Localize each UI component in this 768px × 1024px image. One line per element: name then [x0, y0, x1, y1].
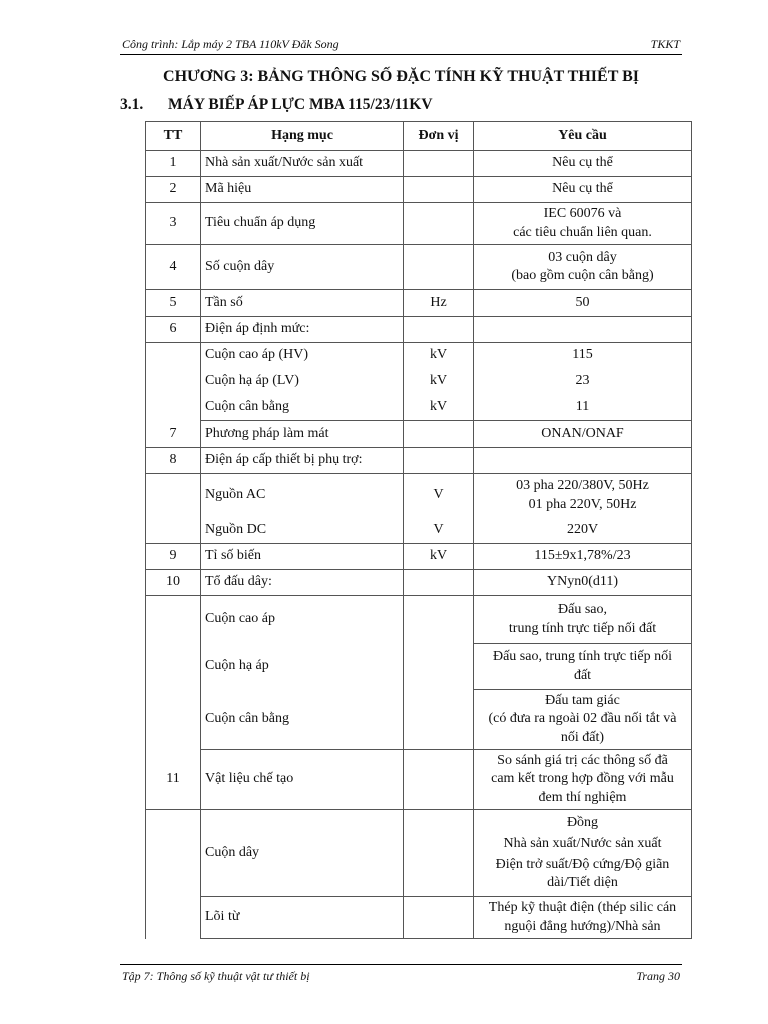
row-tt: 5 — [146, 290, 201, 317]
row-unit — [404, 245, 474, 290]
row-unit — [404, 897, 474, 939]
row-item: Nguồn AC — [201, 474, 404, 518]
row-req — [474, 474, 692, 518]
chapter-title: CHƯƠNG 3: BẢNG THÔNG SỐ ĐẶC TÍNH KỸ THUẬT THIẾT BỊ — [163, 68, 639, 85]
row-item: Tổ đấu dây: — [201, 570, 404, 596]
section-title: MÁY BIẾP ÁP LỰC MBA 115/23/11KV — [168, 96, 433, 113]
row-unit: kV — [404, 544, 474, 570]
req-line: (có đưa ra ngoài 02 đầu nối tắt và — [488, 711, 677, 727]
header-item: Hạng mục — [201, 122, 404, 151]
req-line: Đồng — [566, 814, 599, 830]
row-unit: kV — [404, 369, 474, 395]
table-row — [146, 290, 692, 317]
row-item: Cuộn dây — [201, 810, 404, 897]
row-unit: kV — [404, 343, 474, 369]
row-item: Cuộn cao áp — [201, 596, 404, 644]
row-req — [474, 897, 692, 939]
row-item: Mã hiệu — [201, 177, 404, 203]
table-row — [146, 151, 692, 177]
table-row — [146, 177, 692, 203]
row-req — [474, 245, 692, 290]
row-item: Phương pháp làm mát — [201, 421, 404, 448]
row-req: 220V — [474, 518, 692, 544]
row-unit: Hz — [404, 290, 474, 317]
row-unit — [404, 750, 474, 810]
row-item: Vật liệu chế tạo — [201, 750, 404, 810]
row-tt: 6 — [146, 317, 201, 343]
row-unit — [404, 596, 474, 644]
row-req — [474, 448, 692, 474]
req-line: cam kết trong hợp đồng với mẫu — [491, 771, 674, 787]
req-line: đem thí nghiệm — [538, 789, 627, 805]
req-line: So sánh giá trị các thông số đã — [497, 753, 668, 769]
page-number: Trang 30 — [636, 969, 680, 983]
row-unit — [404, 810, 474, 897]
section-heading — [120, 96, 433, 114]
row-req: ONAN/ONAF — [474, 421, 692, 448]
req-line: Điện trở suất/Độ cứng/Độ giãn — [495, 857, 670, 872]
row-tt — [146, 474, 201, 544]
req-line: nối đất) — [560, 729, 605, 745]
header-tt: TT — [146, 122, 201, 151]
spec-table — [145, 121, 692, 939]
row-item: Điện áp cấp thiết bị phụ trợ: — [201, 448, 404, 474]
row-req: 50 — [474, 290, 692, 317]
table-row — [146, 448, 692, 474]
table-header-row — [146, 122, 692, 151]
req-line: Đấu sao, trung tính trực tiếp nối — [492, 649, 673, 665]
row-item: Tỉ số biến — [201, 544, 404, 570]
req-line: đất — [573, 667, 592, 683]
row-req: 23 — [474, 369, 692, 395]
row-req: 11 — [474, 395, 692, 421]
table-row — [146, 203, 692, 245]
row-item: Tiêu chuẩn áp dụng — [201, 203, 404, 245]
project-name: Công trình: Lắp máy 2 TBA 110kV Đăk Song — [122, 37, 339, 51]
row-tt: 4 — [146, 245, 201, 290]
table-row — [146, 690, 692, 750]
table-row — [146, 750, 692, 810]
row-item: Nhà sản xuất/Nước sản xuất — [201, 151, 404, 177]
row-req — [474, 750, 692, 810]
table-row — [146, 369, 692, 395]
row-item: Cuộn hạ áp (LV) — [201, 369, 404, 395]
row-req — [474, 810, 692, 897]
row-unit: kV — [404, 395, 474, 421]
row-item: Cuộn cao áp (HV) — [201, 343, 404, 369]
row-unit — [404, 151, 474, 177]
row-req: Nêu cụ thể — [474, 151, 692, 177]
row-tt: 1 — [146, 151, 201, 177]
row-tt — [146, 343, 201, 421]
row-item: Số cuộn dây — [201, 245, 404, 290]
row-unit — [404, 421, 474, 448]
table-row — [146, 421, 692, 448]
header-unit: Đơn vị — [404, 122, 474, 151]
row-item: Nguồn DC — [201, 518, 404, 544]
req-line: IEC 60076 và — [543, 206, 622, 222]
req-line: 03 cuộn dây — [548, 249, 617, 265]
table-row — [146, 544, 692, 570]
row-req — [474, 690, 692, 750]
row-unit: V — [404, 518, 474, 544]
table-row — [146, 317, 692, 343]
row-tt: 10 — [146, 570, 201, 596]
table-row — [146, 245, 692, 290]
row-item: Cuộn cân bằng — [201, 690, 404, 750]
req-line: dài/Tiết diện — [547, 875, 618, 891]
row-req: 115 — [474, 343, 692, 369]
row-unit — [404, 177, 474, 203]
req-line: Nhà sản xuất/Nước sản xuất — [503, 835, 662, 851]
row-unit — [404, 203, 474, 245]
row-item: Tần số — [201, 290, 404, 317]
req-line: Thép kỹ thuật điện (thép silic cán — [488, 900, 677, 916]
row-req — [474, 317, 692, 343]
row-item: Điện áp định mức: — [201, 317, 404, 343]
row-item: Cuộn cân bằng — [201, 395, 404, 421]
row-tt: 9 — [146, 544, 201, 570]
row-tt: 2 — [146, 177, 201, 203]
row-req — [474, 596, 692, 644]
req-line: Đấu tam giác — [545, 693, 620, 709]
row-item: Cuộn hạ áp — [201, 644, 404, 690]
row-unit — [404, 690, 474, 750]
row-req: 115±9x1,78%/23 — [474, 544, 692, 570]
req-line: trung tính trực tiếp nối đất — [508, 620, 657, 636]
row-unit — [404, 448, 474, 474]
table-row — [146, 810, 692, 897]
table-row — [146, 897, 692, 939]
req-line: (bao gồm cuộn cân bằng) — [511, 268, 654, 283]
table-row — [146, 644, 692, 690]
req-line: 01 pha 220V, 50Hz — [528, 496, 637, 512]
table-row — [146, 395, 692, 421]
row-tt — [146, 810, 201, 939]
row-unit — [404, 317, 474, 343]
row-req: YNyn0(d11) — [474, 570, 692, 596]
row-unit — [404, 570, 474, 596]
req-line: các tiêu chuẩn liên quan. — [513, 224, 652, 240]
volume-title: Tập 7: Thông số kỹ thuật vật tư thiết bị — [122, 969, 310, 983]
page-header — [120, 36, 682, 55]
header-req: Yêu cầu — [474, 122, 692, 151]
row-item: Lõi từ — [201, 897, 404, 939]
req-line: 03 pha 220/380V, 50Hz — [516, 478, 649, 494]
table-row — [146, 518, 692, 544]
section-number: 3.1. — [120, 96, 144, 113]
row-tt: 11 — [146, 750, 201, 810]
row-unit — [404, 644, 474, 690]
row-unit: V — [404, 474, 474, 518]
table-row — [146, 343, 692, 369]
row-tt: 8 — [146, 448, 201, 474]
row-tt: 7 — [146, 421, 201, 448]
req-line: nguội đẳng hướng)/Nhà sản — [504, 918, 661, 934]
table-row — [146, 570, 692, 596]
row-req: Nêu cụ thể — [474, 177, 692, 203]
row-req — [474, 644, 692, 690]
row-tt: 3 — [146, 203, 201, 245]
table-row — [146, 474, 692, 518]
row-req — [474, 203, 692, 245]
req-line: Đấu sao, — [558, 602, 607, 618]
doc-code: TKKT — [650, 37, 680, 51]
row-tt — [146, 596, 201, 750]
table-row — [146, 596, 692, 644]
page-footer — [120, 964, 682, 985]
